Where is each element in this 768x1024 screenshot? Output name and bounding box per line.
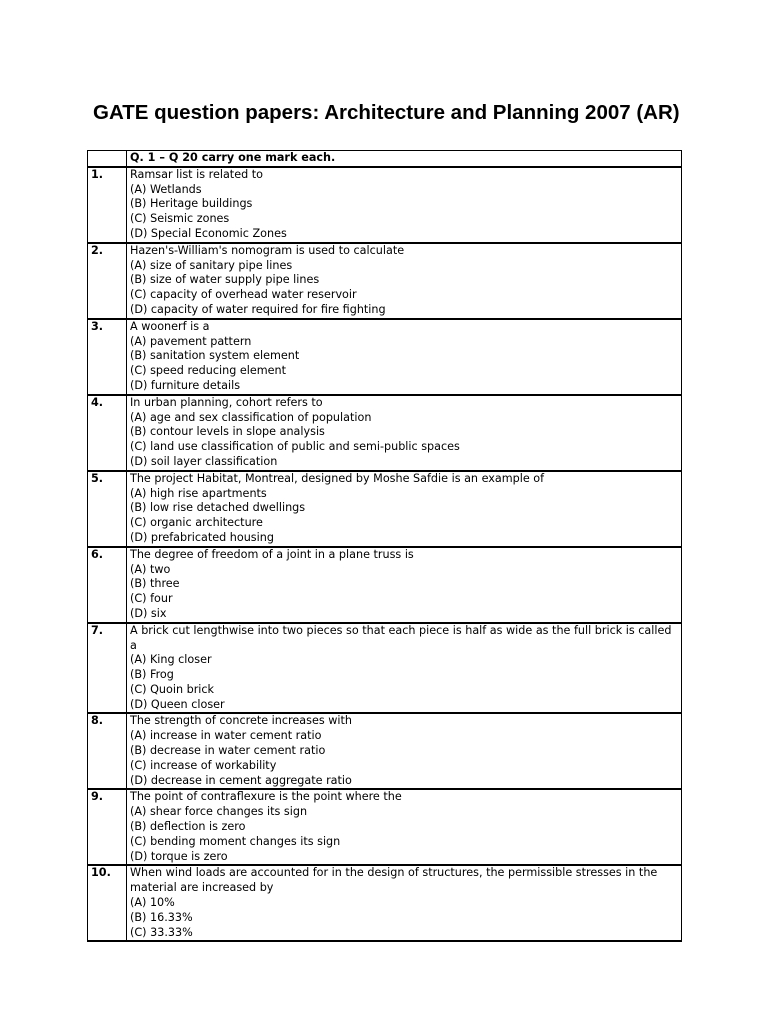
answer-option: (B) three	[130, 577, 180, 591]
answer-option: (D) prefabricated housing	[130, 530, 274, 544]
answer-option: (B) sanitation system element	[130, 349, 300, 363]
answer-option: (B) deflection is zero	[130, 820, 246, 834]
answer-option: (D) torque is zero	[130, 849, 228, 863]
question-text: Ramsar list is related to	[130, 167, 263, 181]
question-row	[88, 243, 682, 319]
answer-option: (A) size of sanitary pipe lines	[130, 258, 293, 272]
question-text: A brick cut lengthwise into two pieces so that each piece is half as wide as the full brick is called a	[130, 623, 672, 652]
answer-option: (D) decrease in cement aggregate ratio	[130, 773, 352, 787]
question-number: 1.	[88, 167, 127, 243]
answer-option: (A) King closer	[130, 653, 212, 667]
question-body	[127, 789, 682, 865]
answer-option: (C) Seismic zones	[130, 212, 230, 226]
question-row	[88, 623, 682, 714]
section-header-number-cell	[88, 151, 127, 167]
page-title: GATE question papers: Architecture and Planning 2007 (AR)	[93, 101, 680, 124]
question-row	[88, 471, 682, 547]
question-body	[127, 395, 682, 471]
answer-option: (B) contour levels in slope analysis	[130, 425, 325, 439]
question-number: 4.	[88, 395, 127, 471]
question-row	[88, 395, 682, 471]
answer-option: (B) Frog	[130, 668, 174, 682]
question-number: 8.	[88, 713, 127, 789]
answer-option: (D) soil layer classification	[130, 454, 278, 468]
question-text: The degree of freedom of a joint in a plane truss is	[130, 547, 414, 561]
question-text: The project Habitat, Montreal, designed by Moshe Safdie is an example of	[130, 471, 545, 485]
question-text: Hazen's-William's nomogram is used to calculate	[130, 243, 405, 257]
answer-option: (A) 10%	[130, 896, 175, 910]
answer-option: (C) 33.33%	[130, 925, 193, 939]
question-text: When wind loads are accounted for in the design of structures, the permissible stresses in the material are increased by	[130, 866, 658, 895]
question-text: The strength of concrete increases with	[130, 714, 352, 728]
answer-option: (C) Quoin brick	[130, 682, 215, 696]
answer-option: (D) Special Economic Zones	[130, 226, 287, 240]
question-body	[127, 713, 682, 789]
answer-option: (C) bending moment changes its sign	[130, 834, 341, 848]
question-row	[88, 789, 682, 865]
question-body	[127, 243, 682, 319]
question-text: The point of contraflexure is the point where the	[130, 790, 402, 804]
answer-option: (C) speed reducing element	[130, 364, 287, 378]
question-number: 6.	[88, 547, 127, 623]
question-number: 3.	[88, 319, 127, 395]
question-body	[127, 471, 682, 547]
answer-option: (A) shear force changes its sign	[130, 805, 308, 819]
answer-option: (A) Wetlands	[130, 182, 202, 196]
answer-option: (B) low rise detached dwellings	[130, 501, 306, 515]
question-table	[87, 150, 682, 942]
question-row	[88, 865, 682, 941]
answer-option: (B) size of water supply pipe lines	[130, 273, 320, 287]
question-number: 9.	[88, 789, 127, 865]
question-body	[127, 865, 682, 941]
answer-option: (A) increase in water cement ratio	[130, 729, 322, 743]
question-number: 7.	[88, 623, 127, 714]
question-number: 10.	[88, 865, 127, 941]
answer-option: (A) two	[130, 562, 171, 576]
question-text: In urban planning, cohort refers to	[130, 395, 323, 409]
question-body	[127, 623, 682, 714]
answer-option: (C) increase of workability	[130, 758, 277, 772]
question-body	[127, 547, 682, 623]
answer-option: (D) capacity of water required for fire fighting	[130, 302, 386, 316]
answer-option: (D) six	[130, 606, 167, 620]
section-header: Q. 1 – Q 20 carry one mark each.	[127, 151, 682, 167]
answer-option: (C) land use classification of public and semi-public spaces	[130, 440, 460, 454]
answer-option: (A) pavement pattern	[130, 334, 252, 348]
question-body	[127, 167, 682, 243]
question-row	[88, 713, 682, 789]
section-header-row	[88, 151, 682, 167]
question-number: 5.	[88, 471, 127, 547]
question-row	[88, 167, 682, 243]
answer-option: (D) Queen closer	[130, 697, 225, 711]
question-text: A woonerf is a	[130, 319, 210, 333]
answer-option: (B) Heritage buildings	[130, 197, 253, 211]
answer-option: (C) organic architecture	[130, 516, 263, 530]
answer-option: (A) high rise apartments	[130, 486, 267, 500]
question-row	[88, 319, 682, 395]
answer-option: (C) four	[130, 592, 173, 606]
question-table-body	[88, 151, 682, 942]
question-number: 2.	[88, 243, 127, 319]
answer-option: (A) age and sex classification of population	[130, 410, 372, 424]
question-body	[127, 319, 682, 395]
answer-option: (D) furniture details	[130, 378, 241, 392]
answer-option: (B) 16.33%	[130, 910, 193, 924]
question-row	[88, 547, 682, 623]
answer-option: (B) decrease in water cement ratio	[130, 744, 326, 758]
answer-option: (C) capacity of overhead water reservoir	[130, 288, 357, 302]
